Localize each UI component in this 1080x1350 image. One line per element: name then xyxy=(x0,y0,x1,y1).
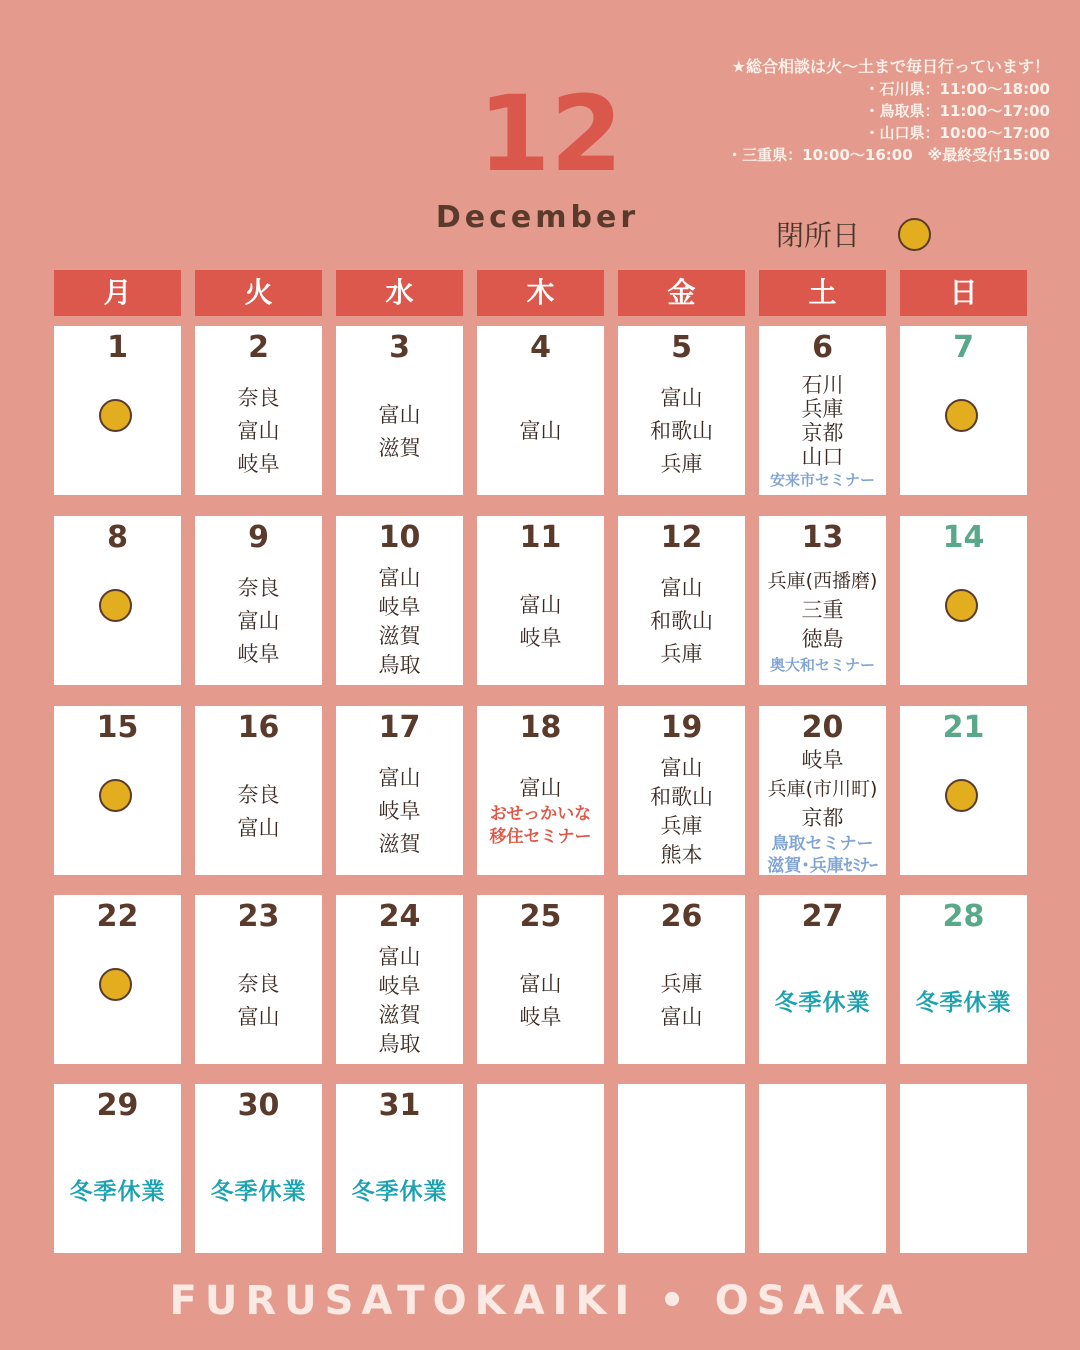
closed-day-dot-icon xyxy=(945,779,978,812)
winter-holiday-label: 冬季休業 xyxy=(351,1179,448,1205)
prefecture-label: 富山 xyxy=(378,944,421,969)
prefecture-label: 山口 xyxy=(801,444,844,469)
day-number: 16 xyxy=(237,710,280,745)
prefecture-label: 富山 xyxy=(237,419,280,443)
day-cell xyxy=(336,1084,463,1253)
day-number: 11 xyxy=(519,520,562,555)
prefecture-label: 三重 xyxy=(801,598,844,622)
prefecture-label: 奈良 xyxy=(237,782,280,807)
prefecture-label: 富山 xyxy=(660,1004,703,1029)
prefecture-label: 京都 xyxy=(801,806,844,830)
prefecture-label: 兵庫 xyxy=(660,642,703,666)
prefecture-label: 富山 xyxy=(378,766,421,790)
day-number: 31 xyxy=(378,1088,421,1123)
closed-day-legend xyxy=(776,214,931,254)
day-cell xyxy=(336,516,463,685)
prefecture-label: 滋賀 xyxy=(378,1002,421,1027)
day-number: 22 xyxy=(96,899,139,934)
day-cell xyxy=(618,516,745,685)
notice-line: ・山口県：10:00～17:00 xyxy=(864,124,1050,142)
day-number: 12 xyxy=(660,520,703,555)
day-number: 17 xyxy=(378,710,421,745)
prefecture-label: 富山 xyxy=(660,755,703,780)
seminar-label: 鳥取セミナー xyxy=(771,834,874,854)
day-cell xyxy=(759,326,886,495)
day-content xyxy=(477,748,604,875)
day-content xyxy=(195,937,322,1064)
closed-day-dot-icon xyxy=(99,589,132,622)
prefecture-label: 和歌山 xyxy=(650,609,713,633)
prefecture-label: 富山 xyxy=(378,402,421,427)
prefecture-label: 富山 xyxy=(237,1004,280,1029)
day-cell xyxy=(54,895,181,1064)
prefecture-label: 富山 xyxy=(378,565,421,590)
day-cell xyxy=(336,895,463,1064)
prefecture-label: 富山 xyxy=(519,592,562,617)
day-cell xyxy=(477,516,604,685)
day-number: 1 xyxy=(107,330,128,365)
day-cell xyxy=(900,895,1027,1064)
prefecture-label: 兵庫 xyxy=(660,452,703,476)
weekday-thu: 木 xyxy=(477,270,604,316)
prefecture-label: 滋賀 xyxy=(378,623,421,648)
day-number: 2 xyxy=(248,330,269,365)
prefecture-label: 富山 xyxy=(660,386,703,410)
day-number: 29 xyxy=(96,1088,139,1123)
day-number: 5 xyxy=(671,330,692,365)
day-content xyxy=(759,748,886,875)
day-content xyxy=(477,558,604,685)
day-number: 3 xyxy=(389,330,410,365)
day-content xyxy=(195,558,322,685)
prefecture-label: 富山 xyxy=(237,815,280,840)
prefecture-label: 岐阜 xyxy=(237,452,280,476)
month-number: 12 xyxy=(478,73,623,195)
empty-day-cell xyxy=(759,1084,886,1253)
day-content xyxy=(195,368,322,495)
prefecture-label: 岐阜 xyxy=(519,625,562,650)
day-cell xyxy=(759,895,886,1064)
weekday-mon: 月 xyxy=(54,270,181,316)
prefecture-label: 兵庫 xyxy=(801,396,844,421)
footer-brand: FURUSATOKAIKI • OSAKA xyxy=(169,1278,911,1324)
notice-line: ・石川県：11:00～18:00 xyxy=(864,80,1050,98)
day-content xyxy=(336,558,463,685)
day-number: 21 xyxy=(942,710,985,745)
day-cell xyxy=(477,706,604,875)
day-cell xyxy=(618,706,745,875)
closed-day-dot-icon xyxy=(99,968,132,1001)
notice-headline: ★総合相談は火～土まで毎日行っています！ xyxy=(731,57,1050,76)
day-cell xyxy=(900,706,1027,875)
prefecture-label: 岐阜 xyxy=(519,1004,562,1029)
day-cell xyxy=(54,326,181,495)
day-number: 8 xyxy=(107,520,128,555)
prefecture-label: 和歌山 xyxy=(650,784,713,809)
prefecture-label: 奈良 xyxy=(237,386,280,410)
day-number: 28 xyxy=(942,899,985,934)
day-number: 13 xyxy=(801,520,844,555)
prefecture-label: 富山 xyxy=(519,419,562,443)
prefecture-label: 京都 xyxy=(801,420,844,445)
seminar-label: おせっかいな xyxy=(489,804,592,824)
seminar-label: 移住セミナー xyxy=(489,827,592,847)
prefecture-label: 岐阜 xyxy=(378,973,421,998)
prefecture-label: 富山 xyxy=(519,971,562,996)
day-content xyxy=(195,748,322,875)
day-content xyxy=(477,368,604,495)
closed-day-dot-icon xyxy=(99,399,132,432)
day-number: 26 xyxy=(660,899,703,934)
day-content xyxy=(477,937,604,1064)
prefecture-label: 兵庫 xyxy=(660,813,703,838)
closed-day-dot-icon xyxy=(898,218,931,251)
weekday-wed: 水 xyxy=(336,270,463,316)
weekday-fri: 金 xyxy=(618,270,745,316)
day-content xyxy=(195,1126,322,1253)
day-content xyxy=(618,368,745,495)
seminar-label: 安来市セミナー xyxy=(769,470,875,489)
day-content xyxy=(618,558,745,685)
day-cell xyxy=(54,516,181,685)
day-cell xyxy=(195,1084,322,1253)
day-content xyxy=(336,1126,463,1253)
day-number: 15 xyxy=(96,710,139,745)
prefecture-label: 滋賀 xyxy=(378,435,421,460)
day-content xyxy=(336,368,463,495)
prefecture-label: 鳥取 xyxy=(378,1031,421,1056)
day-content xyxy=(54,1126,181,1253)
day-cell xyxy=(759,706,886,875)
seminar-label: 奥大和セミナー xyxy=(769,656,875,674)
prefecture-label: 兵庫(市川町) xyxy=(767,778,878,800)
day-number: 24 xyxy=(378,899,421,934)
day-number: 23 xyxy=(237,899,280,934)
winter-holiday-label: 冬季休業 xyxy=(210,1179,307,1205)
weekday-tue: 火 xyxy=(195,270,322,316)
day-content xyxy=(618,937,745,1064)
day-cell xyxy=(195,326,322,495)
day-content xyxy=(336,748,463,875)
closed-day-dot-icon xyxy=(945,589,978,622)
prefecture-label: 兵庫(西播磨) xyxy=(767,570,878,592)
empty-day-cell xyxy=(618,1084,745,1253)
weekday-sat: 土 xyxy=(759,270,886,316)
prefecture-label: 富山 xyxy=(237,609,280,633)
day-number: 6 xyxy=(812,330,833,365)
prefecture-label: 岐阜 xyxy=(237,642,280,666)
empty-day-cell xyxy=(477,1084,604,1253)
prefecture-label: 石川 xyxy=(801,372,844,397)
closed-day-dot-icon xyxy=(99,779,132,812)
day-cell xyxy=(900,326,1027,495)
day-number: 18 xyxy=(519,710,562,745)
day-cell xyxy=(195,706,322,875)
prefecture-label: 富山 xyxy=(660,576,703,600)
day-number: 4 xyxy=(530,330,551,365)
prefecture-label: 奈良 xyxy=(237,971,280,996)
day-content xyxy=(336,937,463,1064)
weekday-sun: 日 xyxy=(900,270,1027,316)
day-number: 19 xyxy=(660,710,703,745)
consultation-notice xyxy=(727,56,1050,166)
day-number: 25 xyxy=(519,899,562,934)
day-number: 30 xyxy=(237,1088,280,1123)
day-cell xyxy=(477,895,604,1064)
prefecture-label: 滋賀 xyxy=(378,832,421,856)
day-number: 14 xyxy=(942,520,985,555)
prefecture-label: 奈良 xyxy=(237,576,280,600)
day-content xyxy=(618,748,745,875)
month-name: December xyxy=(435,200,640,235)
prefecture-label: 徳島 xyxy=(801,627,844,651)
winter-holiday-label: 冬季休業 xyxy=(69,1179,166,1205)
day-cell xyxy=(195,895,322,1064)
day-cell xyxy=(477,326,604,495)
day-cell xyxy=(195,516,322,685)
day-content xyxy=(759,558,886,685)
day-cell xyxy=(618,895,745,1064)
closed-day-dot-icon xyxy=(945,399,978,432)
day-number: 9 xyxy=(248,520,269,555)
prefecture-label: 岐阜 xyxy=(801,748,844,772)
legend-label: 閉所日 xyxy=(776,219,861,252)
day-cell xyxy=(336,326,463,495)
winter-holiday-label: 冬季休業 xyxy=(915,990,1012,1016)
notice-line: ・三重県：10:00～16:00 ※最終受付15:00 xyxy=(727,146,1050,164)
day-content xyxy=(900,937,1027,1064)
empty-day-cell xyxy=(900,1084,1027,1253)
day-cell xyxy=(336,706,463,875)
prefecture-label: 岐阜 xyxy=(378,594,421,619)
day-number: 20 xyxy=(801,710,844,745)
seminar-label: 滋賀･兵庫ｾﾐﾅｰ xyxy=(767,856,878,875)
winter-holiday-label: 冬季休業 xyxy=(774,990,871,1016)
day-number: 10 xyxy=(378,520,421,555)
day-cell xyxy=(900,516,1027,685)
prefecture-label: 岐阜 xyxy=(378,799,421,823)
day-number: 7 xyxy=(953,330,974,365)
prefecture-label: 鳥取 xyxy=(378,652,421,677)
day-content xyxy=(759,368,886,495)
day-cell xyxy=(759,516,886,685)
notice-line: ・鳥取県：11:00～17:00 xyxy=(864,102,1050,120)
day-cell xyxy=(618,326,745,495)
prefecture-label: 和歌山 xyxy=(650,419,713,443)
day-number: 27 xyxy=(801,899,844,934)
prefecture-label: 富山 xyxy=(519,776,562,800)
prefecture-label: 熊本 xyxy=(660,842,703,867)
day-cell xyxy=(54,706,181,875)
prefecture-label: 兵庫 xyxy=(660,971,703,996)
day-content xyxy=(759,937,886,1064)
day-cell xyxy=(54,1084,181,1253)
